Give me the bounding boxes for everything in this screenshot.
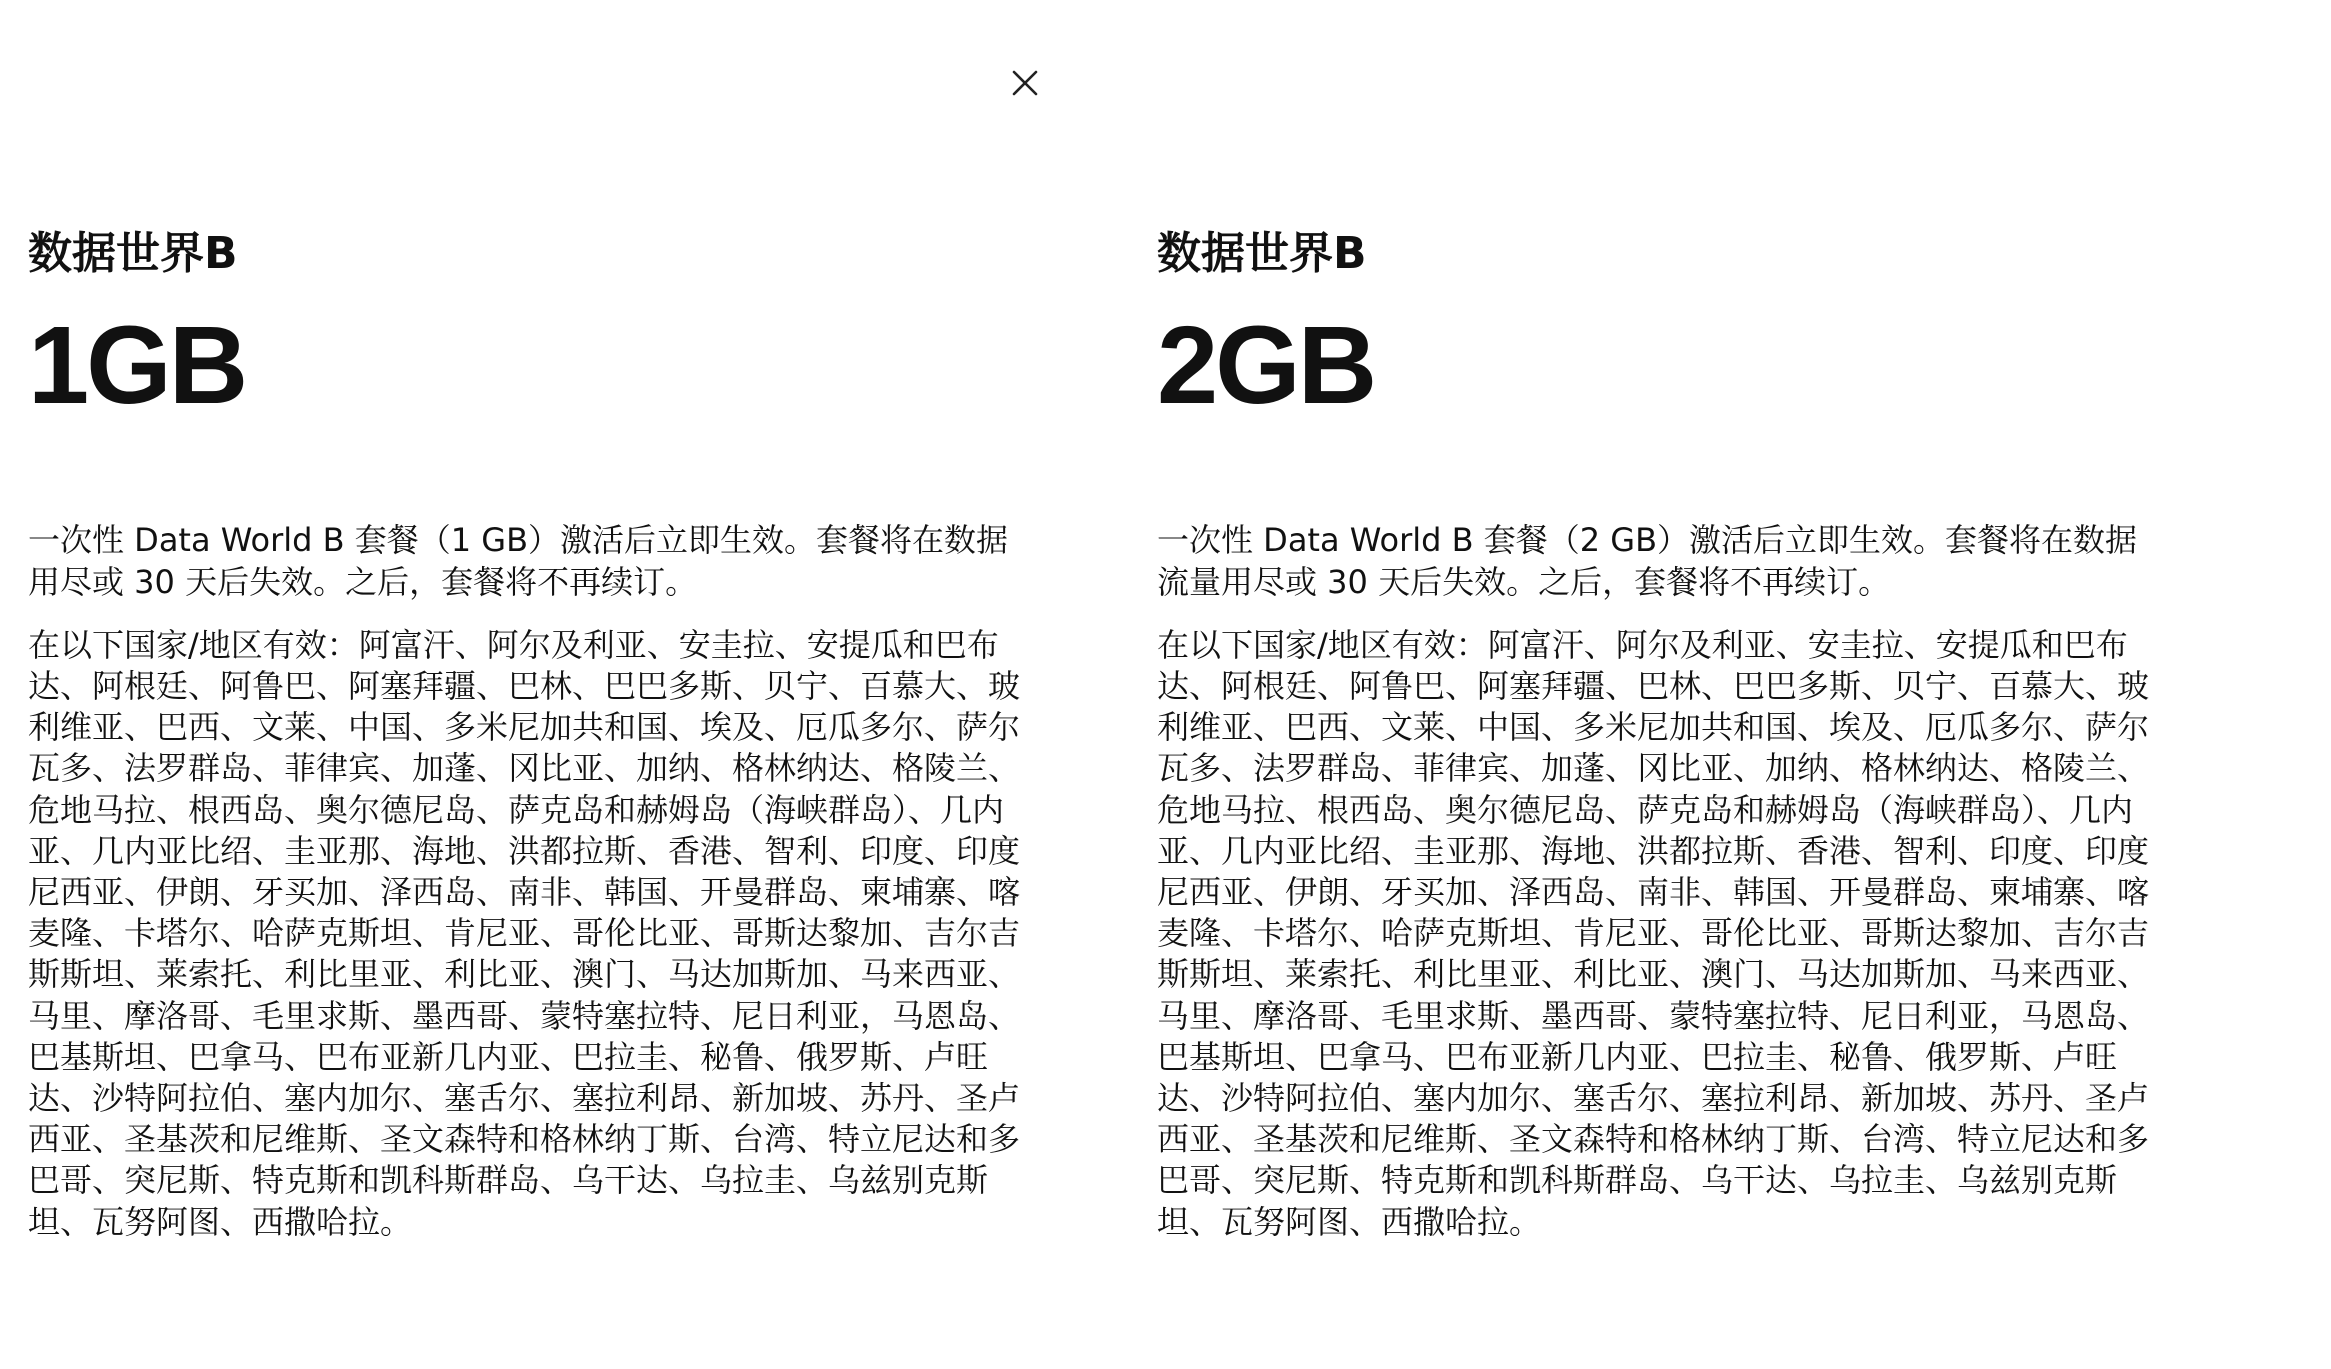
- plan-card-2gb: [1157, 228, 2167, 1243]
- plan-description: 一次性 Data World B 套餐（1 GB）激活后立即生效。套餐将在数据用尽或 30 天后失效。之后，套餐将不再续订。: [28, 520, 1009, 601]
- plan-card-1gb: [28, 228, 1038, 1243]
- close-icon: [1012, 70, 1038, 96]
- plan-countries: 在以下国家/地区有效：阿富汗、阿尔及利亚、安圭拉、安提瓜和巴布达、阿根廷、阿鲁巴、阿塞拜疆、巴林、巴巴多斯、贝宁、百慕大、玻利维亚、巴西、文莱、中国、多米尼加共和国、埃及、厄瓜多尔、萨尔瓦多、法罗群岛、菲律宾、加蓬、冈比亚、加纳、格林纳达、格陵兰、危地马拉、根西岛、奥尔德尼岛、萨克岛和赫姆岛（海峡群岛）、几内亚、几内亚比绍、圭亚那、海地、洪都拉斯、香港、智利、印度、印度尼西亚、伊朗、牙买加、泽西岛、南非、韩国、开曼群岛、柬埔寨、喀麦隆、卡塔尔、哈萨克斯坦、肯尼亚、哥伦比亚、哥斯达黎加、吉尔吉斯斯坦、莱索托、利比里亚、利比亚、澳门、马达加斯加、马来西亚、马里、摩洛哥、毛里求斯、墨西哥、蒙特塞拉特、尼日利亚，马恩岛、巴基斯坦、巴拿马、巴布亚新几内亚、巴拉圭、秘鲁、俄罗斯、卢旺达、沙特阿拉伯、塞内加尔、塞舌尔、塞拉利昂、新加坡、苏丹、圣卢西亚、圣基茨和尼维斯、圣文森特和格林纳丁斯、台湾、特立尼达和多巴哥、突尼斯、特克斯和凯科斯群岛、乌干达、乌拉圭、乌兹别克斯坦、瓦努阿图、西撒哈拉。: [1157, 625, 2150, 1241]
- plan-countries: 在以下国家/地区有效：阿富汗、阿尔及利亚、安圭拉、安提瓜和巴布达、阿根廷、阿鲁巴、阿塞拜疆、巴林、巴巴多斯、贝宁、百慕大、玻利维亚、巴西、文莱、中国、多米尼加共和国、埃及、厄瓜多尔、萨尔瓦多、法罗群岛、菲律宾、加蓬、冈比亚、加纳、格林纳达、格陵兰、危地马拉、根西岛、奥尔德尼岛、萨克岛和赫姆岛（海峡群岛）、几内亚、几内亚比绍、圭亚那、海地、洪都拉斯、香港、智利、印度、印度尼西亚、伊朗、牙买加、泽西岛、南非、韩国、开曼群岛、柬埔寨、喀麦隆、卡塔尔、哈萨克斯坦、肯尼亚、哥伦比亚、哥斯达黎加、吉尔吉斯斯坦、莱索托、利比里亚、利比亚、澳门、马达加斯加、马来西亚、马里、摩洛哥、毛里求斯、墨西哥、蒙特塞拉特、尼日利亚，马恩岛、巴基斯坦、巴拿马、巴布亚新几内亚、巴拉圭、秘鲁、俄罗斯、卢旺达、沙特阿拉伯、塞内加尔、塞舌尔、塞拉利昂、新加坡、苏丹、圣卢西亚、圣基茨和尼维斯、圣文森特和格林纳丁斯、台湾、特立尼达和多巴哥、突尼斯、特克斯和凯科斯群岛、乌干达、乌拉圭、乌兹别克斯坦、瓦努阿图、西撒哈拉。: [28, 625, 1021, 1241]
- plan-name: 数据世界B: [1157, 228, 1367, 279]
- plan-data-amount: 1GB: [28, 303, 246, 427]
- close-button[interactable]: [1000, 58, 1050, 108]
- plan-description: 一次性 Data World B 套餐（2 GB）激活后立即生效。套餐将在数据流量用尽或 30 天后失效。之后，套餐将不再续订。: [1157, 520, 2138, 601]
- plan-data-amount: 2GB: [1157, 303, 1375, 427]
- plan-name: 数据世界B: [28, 228, 238, 279]
